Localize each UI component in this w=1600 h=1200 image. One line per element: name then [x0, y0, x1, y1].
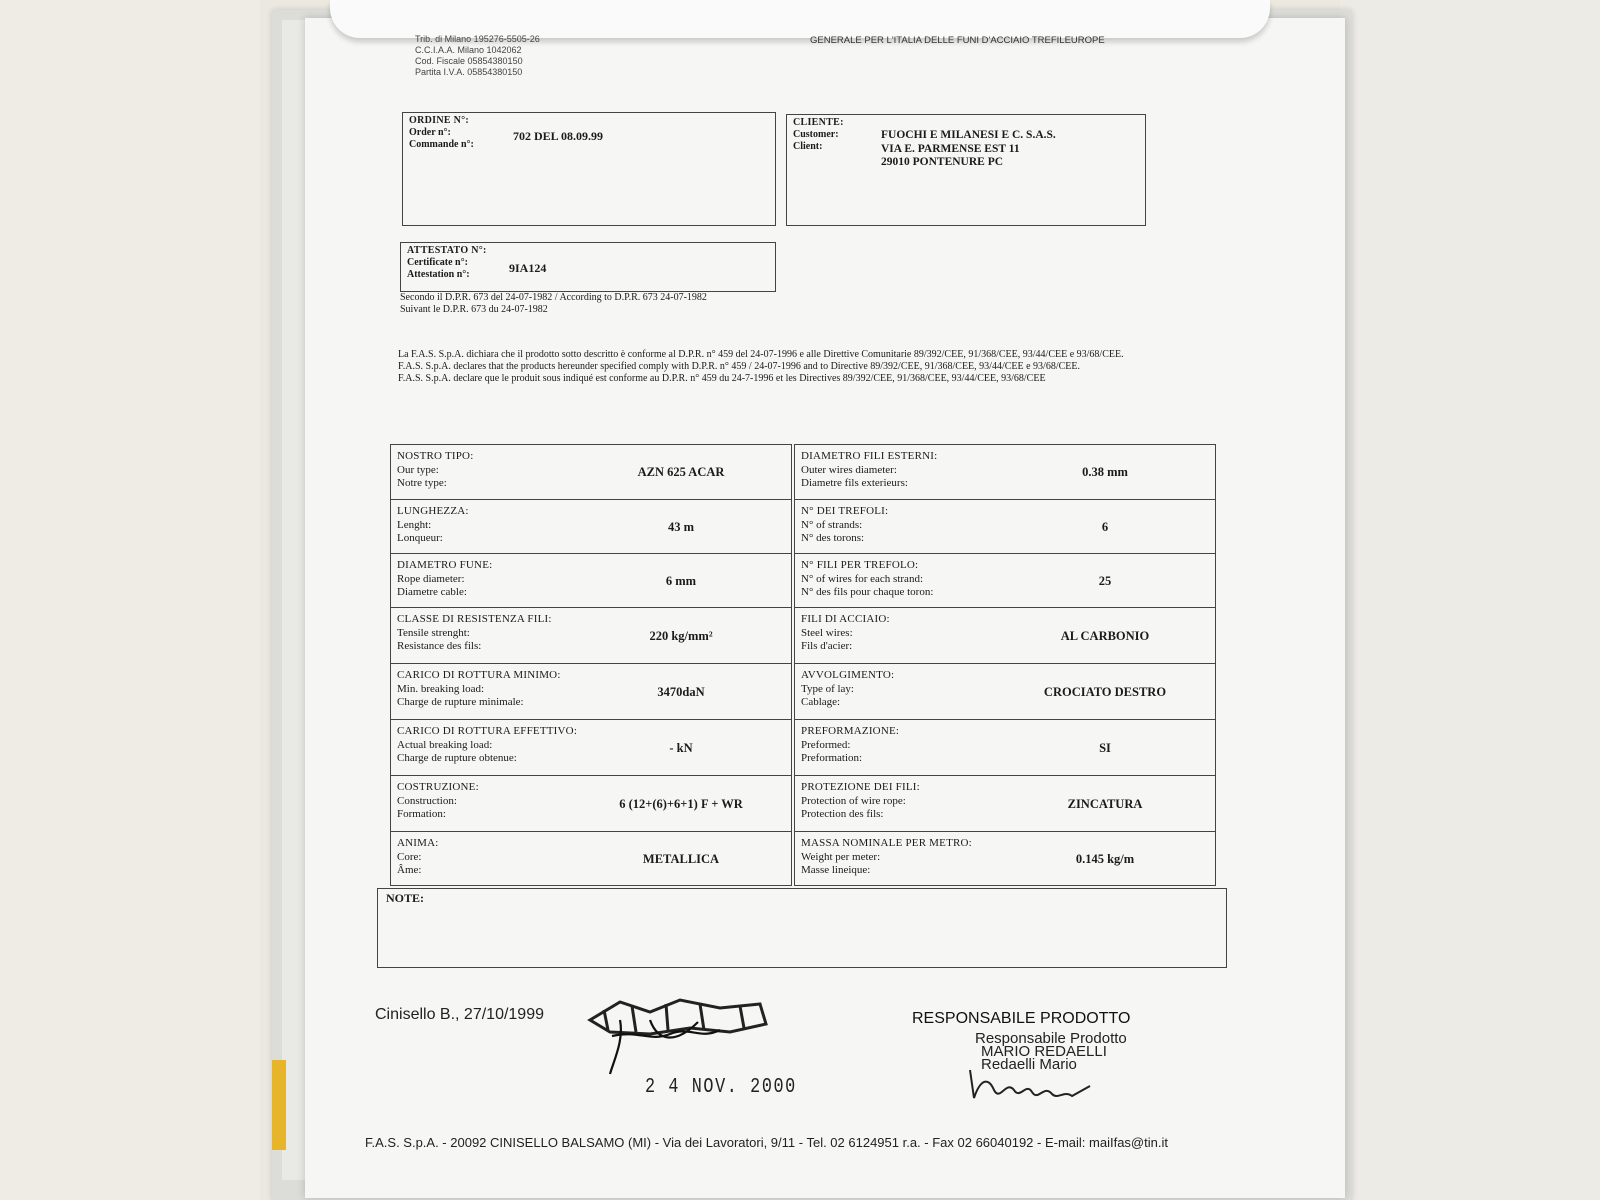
client-box — [786, 114, 1146, 226]
spec-row — [795, 607, 1215, 664]
spec-label-it: NOSTRO TIPO: — [397, 450, 474, 462]
spec-label-en: Construction: — [397, 794, 457, 807]
place-date: Cinisello B., 27/10/1999 — [375, 1006, 544, 1023]
spec-row — [795, 719, 1215, 776]
background-right — [1340, 0, 1600, 1200]
spec-label-fr: Notre type: — [397, 477, 447, 489]
spec-label-en: Min. breaking load: — [397, 682, 485, 695]
spec-row — [391, 445, 791, 499]
client-label-it: CLIENTE: — [793, 117, 844, 128]
order-label-en: Order n°: — [409, 127, 451, 138]
spec-row — [391, 775, 791, 832]
spec-label-en: Type of lay: — [801, 682, 854, 695]
spec-label-fr: Charge de rupture minimale: — [397, 696, 524, 708]
spec-row — [795, 445, 1215, 499]
spec-value: 220 kg/mm² — [649, 628, 713, 643]
spec-label-en: Lenght: — [397, 518, 432, 531]
spec-label-en: Preformed: — [801, 738, 851, 751]
order-label-it: ORDINE N°: — [409, 115, 470, 126]
spec-label-fr: Lonqueur: — [397, 532, 443, 544]
company-stamp-signature — [580, 990, 780, 1080]
spec-label-en: N° of wires for each strand: — [801, 572, 923, 585]
spec-label-it: AVVOLGIMENTO: — [801, 669, 895, 681]
registry-line: Cod. Fiscale 05854380150 — [415, 56, 523, 66]
spec-value: 0.145 kg/m — [1075, 851, 1135, 866]
spec-row — [391, 553, 791, 608]
spec-label-it: COSTRUZIONE: — [397, 781, 479, 793]
spec-value: AZN 625 ACAR — [637, 464, 725, 479]
order-number: 702 DEL 08.09.99 — [513, 129, 604, 143]
spec-value: 6 mm — [665, 573, 697, 588]
spec-label-fr: Preformation: — [801, 752, 863, 764]
law-line: Suivant le D.P.R. 673 du 24-07-1982 — [400, 304, 548, 315]
company-registry — [415, 34, 540, 78]
spec-label-it: N° DEI TREFOLI: — [801, 505, 889, 517]
spec-label-en: Steel wires: — [801, 626, 853, 639]
spec-row — [795, 775, 1215, 832]
spec-value: METALLICA — [642, 851, 720, 866]
background-left — [0, 0, 260, 1200]
spec-label-fr: Âme: — [397, 864, 422, 876]
spec-label-fr: Protection des fils: — [801, 808, 884, 820]
spec-label-it: CLASSE DI RESISTENZA FILI: — [397, 613, 552, 625]
spec-label-fr: Fils d'acier: — [801, 640, 853, 652]
spec-label-fr: Formation: — [397, 808, 446, 820]
note-label: NOTE: — [386, 891, 425, 905]
spec-row — [795, 831, 1215, 886]
spec-value: 3470daN — [657, 684, 705, 699]
note-box — [377, 888, 1227, 968]
spec-label-it: CARICO DI ROTTURA EFFETTIVO: — [397, 725, 578, 737]
top-heading: GENERALE PER L'ITALIA DELLE FUNI D'ACCIAIO TREFILEUROPE — [810, 35, 1105, 46]
declaration-it: La F.A.S. S.p.A. dichiara che il prodotto sotto descritto è conforme al D.P.R. n° 459 del 24-07-1996 e alle Direttive Comunitarie 89/392/CEE, 91/368/CEE, 93/44/CEE e 93/68/CEE. — [398, 349, 1124, 360]
spec-label-it: PREFORMAZIONE: — [801, 725, 900, 737]
spec-label-en: Actual breaking load: — [397, 738, 493, 751]
spec-table-right — [794, 444, 1216, 886]
spec-label-it: ANIMA: — [397, 837, 439, 849]
spec-row — [391, 719, 791, 776]
spec-label-fr: Diametre cable: — [397, 586, 467, 598]
client-city: 29010 PONTENURE PC — [881, 156, 1004, 168]
spec-row — [795, 499, 1215, 554]
spec-label-it: MASSA NOMINALE PER METRO: — [801, 837, 972, 849]
responsible-signature — [960, 1060, 1100, 1110]
spec-label-it: DIAMETRO FUNE: — [397, 559, 493, 571]
spec-label-en: Rope diameter: — [397, 572, 465, 585]
certificate-number: 9IA124 — [509, 261, 547, 275]
spec-label-en: Weight per meter: — [801, 850, 881, 863]
spec-value: 0.38 mm — [1082, 464, 1128, 479]
client-name: FUOCHI E MILANESI E C. S.A.S. — [881, 129, 1056, 141]
responsible-line: MARIO REDAELLI — [981, 1043, 1107, 1060]
spec-value: ZINCATURA — [1067, 796, 1143, 811]
declaration-en: F.A.S. S.p.A. declares that the products hereunder specified comply with D.P.R. n° 459 / 24-07-1996 and to Directive 89/392/CEE, 91/368/CEE, 93/44/CEE e 93/68/CEE. — [398, 361, 1080, 372]
spec-row — [391, 607, 791, 664]
spec-row — [391, 499, 791, 554]
spec-value: CROCIATO DESTRO — [1043, 684, 1167, 699]
client-label-en: Customer: — [793, 129, 839, 140]
spec-label-it: FILI DI ACCIAIO: — [801, 613, 890, 625]
client-address: VIA E. PARMENSE EST 11 — [881, 142, 1020, 155]
spec-label-fr: Masse lineique: — [801, 864, 871, 876]
certificate-box — [400, 242, 776, 292]
spec-value: 25 — [1098, 573, 1112, 588]
spec-label-it: LUNGHEZZA: — [397, 505, 469, 517]
spec-label-fr: N° des fils pour chaque toron: — [801, 586, 934, 598]
spec-value: SI — [1099, 740, 1111, 755]
spec-label-fr: Charge de rupture obtenue: — [397, 752, 517, 764]
spec-value: AL CARBONIO — [1060, 628, 1150, 643]
responsible-line: Redaelli Mario — [981, 1056, 1077, 1073]
certificate-label-fr: Attestation n°: — [407, 269, 470, 280]
spec-row — [795, 663, 1215, 720]
spec-label-en: Outer wires diameter: — [801, 463, 897, 476]
spec-label-en: Our type: — [397, 463, 439, 476]
yellow-cover-edge — [272, 1060, 286, 1150]
spec-label-fr: Resistance des fils: — [397, 640, 482, 652]
spec-label-fr: Diametre fils exterieurs: — [801, 477, 908, 489]
spec-row — [795, 553, 1215, 608]
spec-row — [391, 663, 791, 720]
client-label-fr: Client: — [793, 141, 823, 152]
spec-label-en: Core: — [397, 850, 422, 863]
spec-label-en: Protection of wire rope: — [801, 794, 906, 807]
spec-value: - kN — [669, 740, 693, 755]
spec-label-fr: Cablage: — [801, 696, 841, 708]
spec-value: 6 (12+(6)+6+1) F + WR — [619, 796, 743, 811]
spec-label-it: DIAMETRO FILI ESTERNI: — [801, 450, 938, 462]
responsible-line: Responsabile Prodotto — [975, 1030, 1127, 1047]
registry-line: C.C.I.A.A. Milano 1042062 — [415, 45, 522, 55]
spec-label-fr: N° des torons: — [801, 532, 865, 544]
spec-row — [391, 831, 791, 886]
spec-label-en: Tensile strenght: — [397, 626, 470, 639]
certificate-label-it: ATTESTATO N°: — [407, 245, 487, 256]
order-label-fr: Commande n°: — [409, 139, 474, 150]
law-reference — [400, 292, 707, 316]
folded-top-sheet — [330, 0, 1270, 38]
spec-label-it: PROTEZIONE DEI FILI: — [801, 781, 920, 793]
footer-address: F.A.S. S.p.A. - 20092 CINISELLO BALSAMO (MI) - Via dei Lavoratori, 9/11 - Tel. 02 6124951 r.a. - Fax 02 66040192 - E-mail: maiIfas@tin.it — [365, 1135, 1168, 1150]
law-line: Secondo il D.P.R. 673 del 24-07-1982 / According to D.P.R. 673 24-07-1982 — [400, 292, 707, 303]
spec-value: 43 m — [667, 519, 695, 534]
date-stamp: 2 4 NOV. 2000 — [645, 1076, 797, 1099]
spec-table-left — [390, 444, 792, 886]
spec-value: 6 — [1101, 519, 1109, 534]
conformity-declaration — [398, 349, 1128, 385]
spec-label-it: CARICO DI ROTTURA MINIMO: — [397, 669, 561, 681]
spec-label-it: N° FILI PER TREFOLO: — [801, 559, 919, 571]
certificate-label-en: Certificate n°: — [407, 257, 468, 268]
registry-line: Partita I.V.A. 05854380150 — [415, 67, 523, 77]
declaration-fr: F.A.S. S.p.A. declare que le produit sous indiqué est conforme au D.P.R. n° 459 du 24-7-1996 et les Directives 89/392/CEE, 91/368/CEE, 93/44/CEE, 93/68/CEE — [398, 373, 1046, 384]
order-box — [402, 112, 776, 226]
registry-line: Trib. di Milano 195276-5505-26 — [415, 34, 540, 44]
responsible-heading: RESPONSABILE PRODOTTO — [912, 1010, 1131, 1027]
spec-label-en: N° of strands: — [801, 518, 863, 531]
